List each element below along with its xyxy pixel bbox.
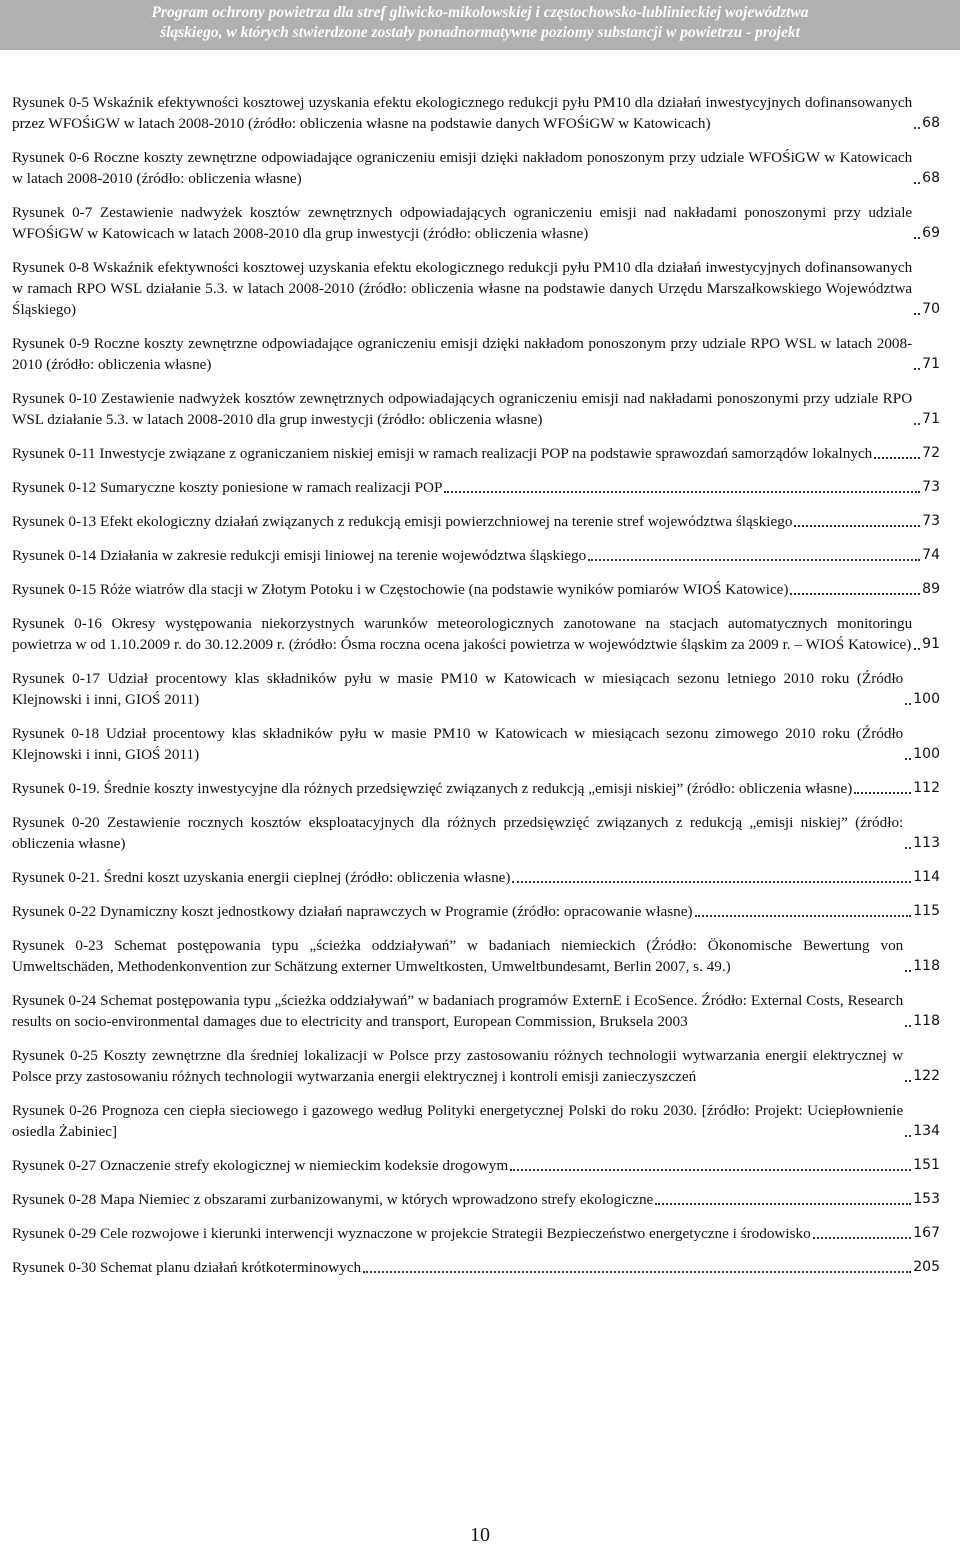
header-line-2: śląskiego, w których stwierdzone zostały ponadnormatywne poziomy substancji w powietrzu - projekt xyxy=(160,24,800,41)
toc-entry-title: Rysunek 0-20 Zestawienie rocznych kosztów eksploatacyjnych dla różnych przedsięwzięć związanych z redukcją „emisji niskiej” (źródło: obliczenia własne) xyxy=(12,814,904,852)
toc-entry-page: 122 xyxy=(913,1068,940,1084)
toc-entry[interactable] xyxy=(12,1100,940,1142)
toc-entry[interactable] xyxy=(12,778,940,799)
toc-entry-title: Rysunek 0-22 Dynamiczny koszt jednostkowy działań naprawczych w Programie (źródło: opracowanie własne) xyxy=(12,903,693,920)
toc-entry-page: 114 xyxy=(913,869,940,885)
toc-entry[interactable] xyxy=(12,202,940,244)
toc-entry-title: Rysunek 0-28 Mapa Niemiec z obszarami zurbanizowanymi, w których wprowadzono strefy ekologiczne xyxy=(12,1191,654,1208)
toc-entry-title: Rysunek 0-23 Schemat postępowania typu „ścieżka oddziaływań” w badaniach niemieckich (Źródło: Ökonomische Bewertung von Umweltschäden, Methodenkonvention zur Schätzung externer Umweltkosten, Umweltbundesamt, Berlin 2007, s. 49.) xyxy=(12,937,904,975)
toc-entry-page: 74 xyxy=(922,547,940,563)
toc-entry-page: 68 xyxy=(922,115,940,131)
toc-entry[interactable] xyxy=(12,147,940,189)
dot-leader xyxy=(655,1203,911,1205)
toc-entry[interactable] xyxy=(12,1189,940,1210)
toc-entry-page: 118 xyxy=(913,1013,940,1029)
dot-leader xyxy=(874,457,920,459)
toc-entry[interactable] xyxy=(12,1045,940,1087)
toc-entry-title: Rysunek 0-24 Schemat postępowania typu „ścieżka oddziaływań” w badaniach programów ExternE i EcoSence. Źródło: External Costs, Research results on socio-environmental damages due to electricity and transport, European Commission, Bruksela 2003 xyxy=(12,992,904,1030)
toc-entry-title: Rysunek 0-9 Roczne koszty zewnętrzne odpowiadające ograniczeniu emisji dzięki nakładom ponoszonym przy udziale RPO WSL w latach 2008-2010 (źródło: obliczenia własne) xyxy=(12,335,913,373)
toc-entry[interactable] xyxy=(12,92,940,134)
toc-entry[interactable] xyxy=(12,1223,940,1244)
dot-leader xyxy=(905,970,911,972)
toc-entry[interactable] xyxy=(12,257,940,320)
toc-entry[interactable] xyxy=(12,443,940,464)
toc-entry[interactable] xyxy=(12,723,940,765)
dot-leader xyxy=(905,758,911,760)
toc-entry[interactable] xyxy=(12,388,940,430)
toc-entry-title: Rysunek 0-29 Cele rozwojowe i kierunki interwencji wyznaczone w projekcie Strategii Bezpieczeństwo energetyczne i środowisko xyxy=(12,1225,811,1242)
toc-entry-title: Rysunek 0-13 Efekt ekologiczny działań związanych z redukcją emisji powierzchniowej na terenie stref województwa śląskiego xyxy=(12,513,793,530)
toc-entry-page: 73 xyxy=(922,513,940,529)
toc-entry-page: 91 xyxy=(922,636,940,652)
toc-entry-title: Rysunek 0-12 Sumaryczne koszty poniesione w ramach realizacji POP xyxy=(12,479,443,496)
toc-entry-page: 70 xyxy=(922,301,940,317)
dot-leader xyxy=(905,1080,911,1082)
toc-entry-title: Rysunek 0-14 Działania w zakresie redukcji emisji liniowej na terenie województwa śląskiego xyxy=(12,547,587,564)
toc-entry-title: Rysunek 0-26 Prognoza cen ciepła sieciowego i gazowego według Polityki energetycznej Polski do roku 2030. [źródło: Projekt: Uciepłownienie osiedla Żabiniec] xyxy=(12,1102,904,1140)
toc-entry-title: Rysunek 0-17 Udział procentowy klas składników pyłu w masie PM10 w Katowicach w miesiącach sezonu letniego 2010 roku (Źródło Klejnowski i inni, GIOŚ 2011) xyxy=(12,670,904,708)
toc-entry-page: 100 xyxy=(913,746,940,762)
toc-entry-page: 71 xyxy=(922,411,940,427)
toc-entry-page: 205 xyxy=(913,1259,940,1275)
toc-entry-title: Rysunek 0-10 Zestawienie nadwyżek kosztów zewnętrznych odpowiadających ograniczeniu emisji nad nakładami ponoszonymi przy udziale RPO WSL działanie 5.3. w latach 2008-2010 dla grup inwestycji (źródło: obliczenia własne) xyxy=(12,390,913,428)
dot-leader xyxy=(905,847,911,849)
toc-entry[interactable] xyxy=(12,935,940,977)
dot-leader xyxy=(914,648,920,650)
toc-entry[interactable] xyxy=(12,545,940,566)
dot-leader xyxy=(363,1271,911,1273)
toc-entry[interactable] xyxy=(12,333,940,375)
toc-entry-page: 69 xyxy=(922,225,940,241)
toc-entry[interactable] xyxy=(12,579,940,600)
toc-entry[interactable] xyxy=(12,477,940,498)
toc-entry-title: Rysunek 0-25 Koszty zewnętrzne dla średniej lokalizacji w Polsce przy zastosowaniu różnych technologii wytwarzania energii elektrycznej w Polsce przy zastosowaniu różnych technologii wytwarzania energii elektrycznej i kontroli emisji zanieczyszczeń xyxy=(12,1047,904,1085)
toc-entry-page: 100 xyxy=(913,691,940,707)
toc-entry-title: Rysunek 0-5 Wskaźnik efektywności kosztowej uzyskania efektu ekologicznego redukcji pyłu PM10 dla działań inwestycyjnych dofinansowanych przez WFOŚiGW w latach 2008-2010 (źródło: obliczenia własne na podstawie danych WFOŚiGW w Katowicach) xyxy=(12,94,913,132)
toc-entry-title: Rysunek 0-21. Średni koszt uzyskania energii cieplnej (źródło: obliczenia własne) xyxy=(12,869,511,886)
toc-entry[interactable] xyxy=(12,1155,940,1176)
toc-entry[interactable] xyxy=(12,812,940,854)
list-of-figures xyxy=(12,92,940,1291)
toc-entry-page: 151 xyxy=(913,1157,940,1173)
toc-entry-title: Rysunek 0-27 Oznaczenie strefy ekologicznej w niemieckim kodeksie drogowym xyxy=(12,1157,509,1174)
dot-leader xyxy=(588,559,920,561)
toc-entry[interactable] xyxy=(12,511,940,532)
dot-leader xyxy=(794,525,920,527)
dot-leader xyxy=(914,182,920,184)
dot-leader xyxy=(512,881,911,883)
dot-leader xyxy=(914,127,920,129)
toc-entry-page: 113 xyxy=(913,835,940,851)
dot-leader xyxy=(914,423,920,425)
dot-leader xyxy=(914,368,920,370)
toc-entry-title: Rysunek 0-30 Schemat planu działań krótkoterminowych xyxy=(12,1259,362,1276)
toc-entry[interactable] xyxy=(12,668,940,710)
header-line-1: Program ochrony powietrza dla stref gliwicko-mikołowskiej i częstochowsko-lublinieckiej województwa xyxy=(151,4,809,21)
toc-entry[interactable] xyxy=(12,901,940,922)
toc-entry[interactable] xyxy=(12,613,940,655)
toc-entry-page: 72 xyxy=(922,445,940,461)
toc-entry-title: Rysunek 0-18 Udział procentowy klas składników pyłu w masie PM10 w Katowicach w miesiącach sezonu zimowego 2010 roku (Źródło Klejnowski i inni, GIOŚ 2011) xyxy=(12,725,904,763)
toc-entry[interactable] xyxy=(12,867,940,888)
toc-entry-page: 118 xyxy=(913,958,940,974)
toc-entry-title: Rysunek 0-16 Okresy występowania niekorzystnych warunków meteorologicznych zanotowane na stacjach automatycznych monitoringu powietrza w od 1.10.2009 r. do 30.12.2009 r. (źródło: Ósma roczna ocena jakości powietrza w województwie śląskim za 2009 r. – WIOŚ Katowice) xyxy=(12,615,913,653)
document-header xyxy=(0,0,960,50)
toc-entry-title: Rysunek 0-7 Zestawienie nadwyżek kosztów zewnętrznych odpowiadających ograniczeniu emisji nad nakładami ponoszonymi przy udziale WFOŚiGW w Katowicach w latach 2008-2010 dla grup inwestycji (źródło: obliczenia własne) xyxy=(12,204,913,242)
dot-leader xyxy=(444,491,920,493)
toc-entry-page: 115 xyxy=(913,903,940,919)
dot-leader xyxy=(695,915,912,917)
page-number: 10 xyxy=(470,1524,490,1546)
dot-leader xyxy=(854,792,911,794)
toc-entry-page: 153 xyxy=(913,1191,940,1207)
toc-entry-page: 167 xyxy=(913,1225,940,1241)
toc-entry-title: Rysunek 0-19. Średnie koszty inwestycyjne dla różnych przedsięwzięć związanych z redukcją „emisji niskiej” (źródło: obliczenia własne) xyxy=(12,780,853,797)
toc-entry[interactable] xyxy=(12,990,940,1032)
dot-leader xyxy=(914,313,920,315)
toc-entry-page: 73 xyxy=(922,479,940,495)
toc-entry-page: 71 xyxy=(922,356,940,372)
dot-leader xyxy=(914,237,920,239)
toc-entry-title: Rysunek 0-15 Róże wiatrów dla stacji w Złotym Potoku i w Częstochowie (na podstawie wyników pomiarów WIOŚ Katowice) xyxy=(12,581,789,598)
toc-entry-page: 68 xyxy=(922,170,940,186)
dot-leader xyxy=(813,1237,912,1239)
toc-entry-title: Rysunek 0-8 Wskaźnik efektywności kosztowej uzyskania efektu ekologicznego redukcji pyłu PM10 dla działań inwestycyjnych dofinansowanych w ramach RPO WSL działanie 5.3. w latach 2008-2010 (źródło: obliczenia własne na podstawie danych Urzędu Marszałkowskiego Województwa Śląskiego) xyxy=(12,259,913,318)
toc-entry[interactable] xyxy=(12,1257,940,1278)
toc-entry-title: Rysunek 0-11 Inwestycje związane z ograniczaniem niskiej emisji w ramach realizacji POP na podstawie sprawozdań samorządów lokalnych xyxy=(12,445,873,462)
dot-leader xyxy=(905,1135,911,1137)
dot-leader xyxy=(790,593,920,595)
dot-leader xyxy=(905,1025,911,1027)
toc-entry-page: 89 xyxy=(922,581,940,597)
dot-leader xyxy=(905,703,911,705)
toc-entry-page: 134 xyxy=(913,1123,940,1139)
dot-leader xyxy=(510,1169,911,1171)
toc-entry-title: Rysunek 0-6 Roczne koszty zewnętrzne odpowiadające ograniczeniu emisji dzięki nakładom ponoszonym przy udziale WFOŚiGW w Katowicach w latach 2008-2010 (źródło: obliczenia własne) xyxy=(12,149,913,187)
toc-entry-page: 112 xyxy=(913,780,940,796)
